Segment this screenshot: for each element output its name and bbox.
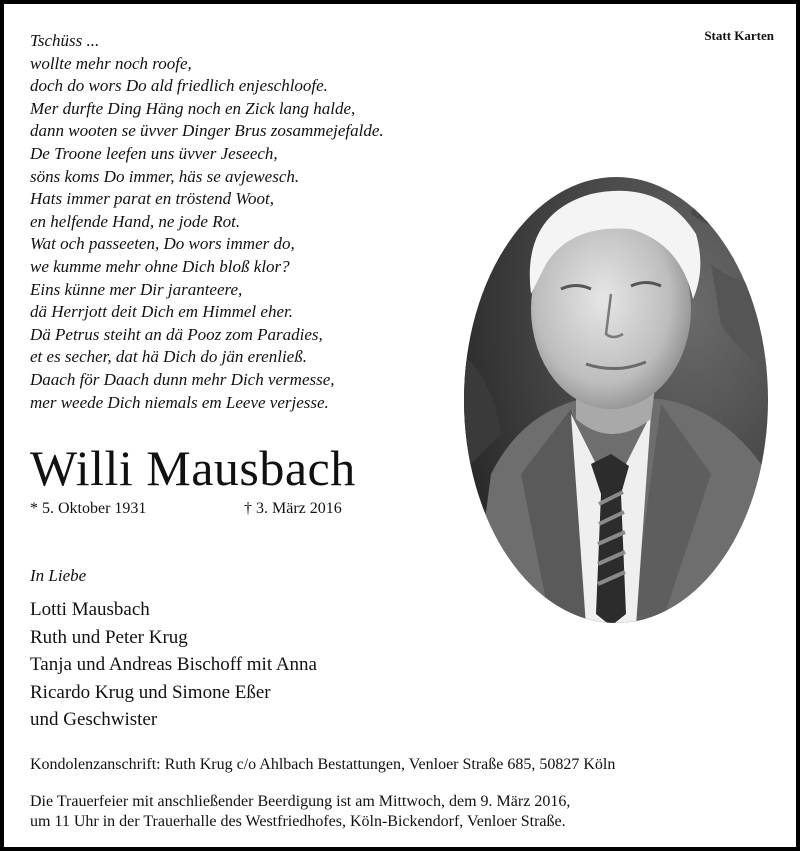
- mourner-name: Lotti Mausbach: [30, 599, 150, 620]
- condolence-address: Kondolenzanschrift: Ruth Krug c/o Ahlbach Bestattungen, Venloer Straße 685, 50827 Köln: [30, 756, 616, 773]
- poem-line: doch do wors Do ald friedlich enjeschloofe.: [30, 76, 328, 96]
- poem-line: dann wooten se üvver Dinger Brus zosammejefalde.: [30, 121, 384, 141]
- mourner-list: [30, 596, 317, 734]
- poem-line: Mer durfte Ding Häng noch en Zick lang halde,: [30, 98, 356, 118]
- in-liebe-label: In Liebe: [30, 566, 87, 585]
- mourner-name: Tanja und Andreas Bischoff mit Anna: [30, 654, 317, 675]
- deceased-name: Willi Mausbach: [30, 440, 356, 496]
- poem-line: Dä Petrus steiht an dä Pooz zom Paradies,: [30, 324, 323, 344]
- funeral-line: um 11 Uhr in der Trauerhalle des Westfriedhofes, Köln-Bickendorf, Venloer Straße.: [30, 813, 566, 830]
- poem-line: Daach för Daach dunn mehr Dich vermesse,: [30, 369, 335, 389]
- poem-line: we kumme mehr ohne Dich bloß klor?: [30, 256, 290, 276]
- statt-karten-label: Statt Karten: [704, 28, 774, 43]
- portrait-photo: [461, 174, 771, 626]
- death-date: † 3. März 2016: [244, 500, 342, 517]
- poem-line: Eins künne mer Dir jaranteere,: [30, 279, 243, 299]
- funeral-line: Die Trauerfeier mit anschließender Beerdigung ist am Mittwoch, dem 9. März 2016,: [30, 793, 571, 810]
- poem-line: Hats immer parat en tröstend Woot,: [30, 189, 274, 209]
- birth-date: * 5. Oktober 1931: [30, 500, 147, 517]
- poem-line: dä Herrjott deit Dich em Himmel eher.: [30, 302, 293, 322]
- mourner-name: und Geschwister: [30, 709, 158, 730]
- poem-line: De Troone leefen uns üvver Jeseech,: [30, 143, 278, 163]
- funeral-notice: [30, 792, 570, 832]
- mourner-name: Ruth und Peter Krug: [30, 626, 188, 648]
- poem-line: mer weede Dich niemals em Leeve verjesse.: [30, 392, 329, 412]
- poem: [30, 30, 384, 414]
- poem-line: söns koms Do immer, häs se avjewesch.: [30, 166, 300, 186]
- poem-line: en helfende Hand, ne jode Rot.: [30, 211, 241, 231]
- poem-line: wollte mehr noch roofe,: [30, 53, 192, 73]
- poem-line: Tschüss ...: [30, 31, 100, 50]
- poem-line: Wat och passeeten, Do wors immer do,: [30, 234, 295, 254]
- poem-line: et es secher, dat hä Dich do jän erenließ.: [30, 347, 307, 367]
- mourner-name: Ricardo Krug und Simone Eßer: [30, 681, 271, 703]
